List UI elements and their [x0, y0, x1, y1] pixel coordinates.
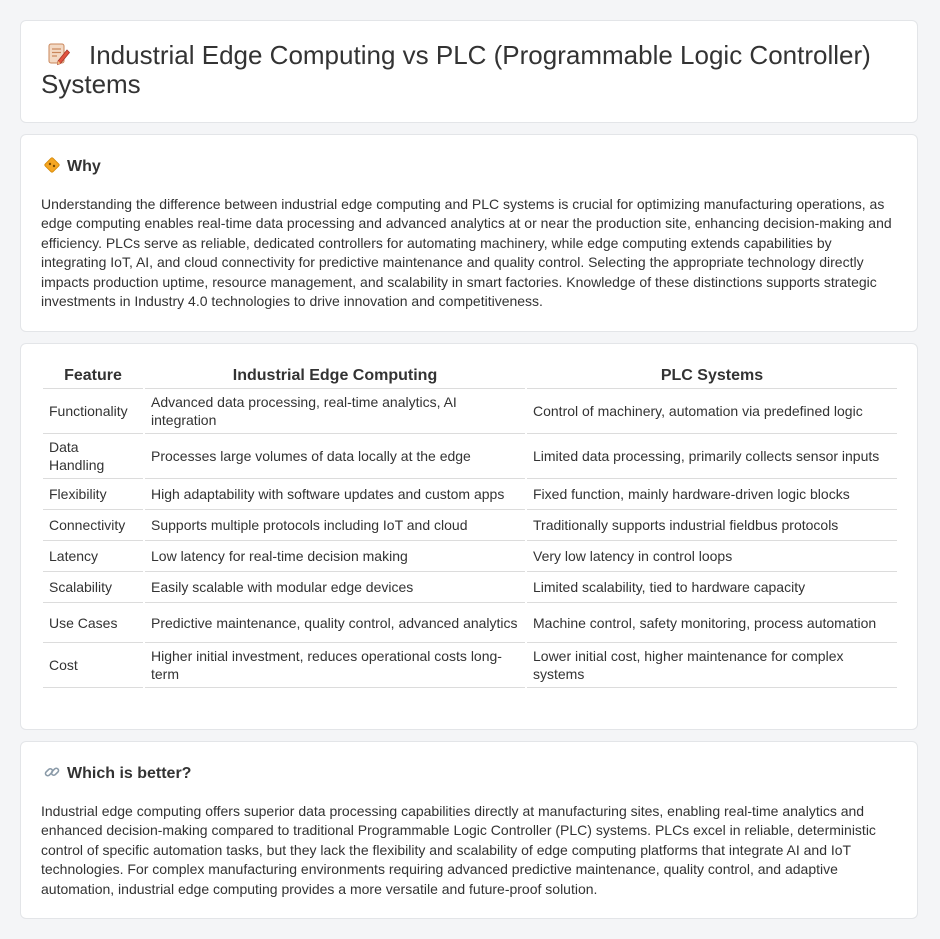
feature-cell: Functionality	[43, 389, 143, 434]
table-row	[43, 541, 897, 572]
edge-cell: Processes large volumes of data locally at the edge	[145, 434, 525, 479]
table-row	[43, 479, 897, 510]
feature-cell: Flexibility	[43, 479, 143, 510]
better-paragraph: Industrial edge computing offers superior data processing capabilities directly at manufacturing sites, enabling real-time analytics and enhanced decision-making compared to traditional Programmable Logic Controller (PLC) systems. PLCs excel in reliable, deterministic control of specific automation tasks, but they lack the flexibility and scalability of edge computing platforms that integrate AI and IoT technologies. For complex manufacturing environments requiring advanced predictive maintenance, quality control, and adaptive automation, industrial edge computing provides a more versatile and future-proof solution.	[41, 803, 876, 897]
feature-cell: Data Handling	[43, 434, 143, 479]
plc-cell: Limited scalability, tied to hardware capacity	[527, 572, 897, 603]
page-title: Industrial Edge Computing vs PLC (Programmable Logic Controller) Systems	[41, 40, 871, 99]
why-paragraph: Understanding the difference between industrial edge computing and PLC systems is crucial for optimizing manufacturing operations, as edge computing enables real-time data processing and advanced analytics at or near the production site, enhancing decision-making and efficiency. PLCs serve as reliable, dedicated controllers for automating machinery, while edge computing extends capabilities by integrating IoT, AI, and cloud connectivity for predictive maintenance and quality control. Selecting the appropriate technology directly impacts production uptime, resource management, and scalability in smart factories. Knowledge of these distinctions supports strategic investments in Industry 4.0 technologies to drive innovation and competitiveness.	[41, 196, 892, 310]
feature-cell: Latency	[43, 541, 143, 572]
plc-cell: Machine control, safety monitoring, process automation	[527, 603, 897, 643]
why-heading-row	[43, 156, 101, 177]
which-is-better-card	[20, 741, 918, 919]
plc-cell: Very low latency in control loops	[527, 541, 897, 572]
table-row	[43, 510, 897, 541]
plc-cell: Control of machinery, automation via predefined logic	[527, 389, 897, 434]
title-card	[20, 20, 918, 123]
memo-icon	[45, 41, 71, 67]
diamond-sign-icon	[43, 156, 61, 174]
table-row	[43, 434, 897, 479]
page-title-row	[41, 41, 897, 99]
table-row	[43, 572, 897, 603]
table-row	[43, 643, 897, 688]
table-row	[43, 603, 897, 643]
feature-cell: Cost	[43, 643, 143, 688]
plc-cell: Lower initial cost, higher maintenance for complex systems	[527, 643, 897, 688]
edge-cell: High adaptability with software updates and custom apps	[145, 479, 525, 510]
column-header-edge: Industrial Edge Computing	[145, 364, 525, 389]
link-icon	[43, 763, 61, 781]
feature-cell: Scalability	[43, 572, 143, 603]
plc-cell: Limited data processing, primarily collects sensor inputs	[527, 434, 897, 479]
better-heading-row	[43, 763, 191, 784]
edge-cell: Low latency for real-time decision making	[145, 541, 525, 572]
plc-cell: Fixed function, mainly hardware-driven logic blocks	[527, 479, 897, 510]
plc-cell: Traditionally supports industrial fieldbus protocols	[527, 510, 897, 541]
table-header-row	[43, 364, 897, 389]
edge-cell: Supports multiple protocols including IoT and cloud	[145, 510, 525, 541]
table-row	[43, 389, 897, 434]
comparison-card	[20, 343, 918, 730]
edge-cell: Higher initial investment, reduces operational costs long-term	[145, 643, 525, 688]
feature-cell: Connectivity	[43, 510, 143, 541]
edge-cell: Easily scalable with modular edge devices	[145, 572, 525, 603]
edge-cell: Advanced data processing, real-time analytics, AI integration	[145, 389, 525, 434]
why-heading: Why	[67, 158, 101, 175]
feature-cell: Use Cases	[43, 603, 143, 643]
why-card	[20, 134, 918, 332]
column-header-feature: Feature	[43, 364, 143, 389]
comparison-table	[41, 364, 899, 688]
column-header-plc: PLC Systems	[527, 364, 897, 389]
edge-cell: Predictive maintenance, quality control, advanced analytics	[145, 603, 525, 643]
better-heading: Which is better?	[67, 765, 192, 782]
